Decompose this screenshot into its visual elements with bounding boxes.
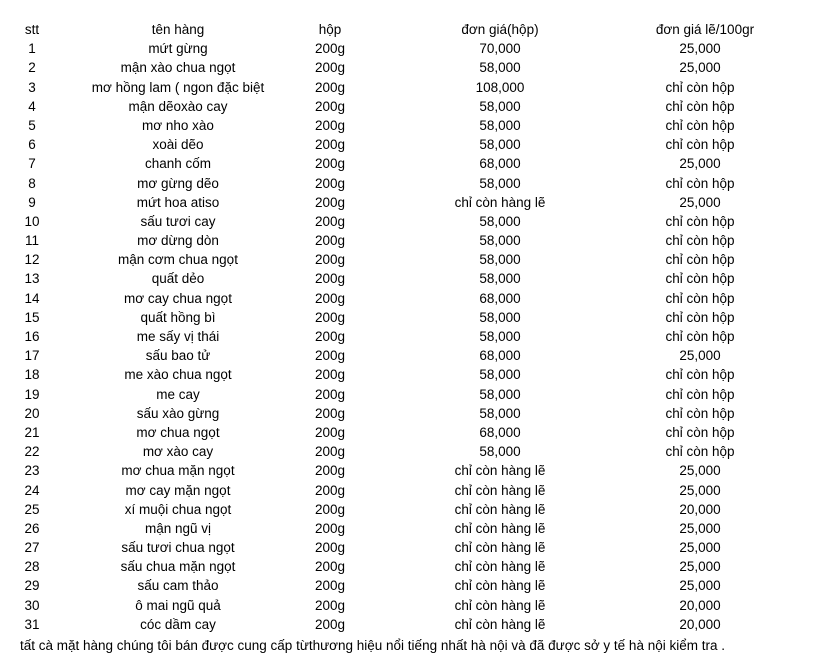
cell-price-loose: chỉ còn hộp	[665, 117, 735, 133]
cell-name: mơ chua ngọt	[136, 424, 220, 440]
cell-box: 200g	[314, 616, 346, 632]
cell-name: mơ cay mặn ngọt	[125, 482, 231, 498]
cell-box: 200g	[314, 424, 346, 440]
cell-box: 200g	[314, 156, 346, 172]
table-row	[0, 116, 832, 135]
cell-name: mơ hồng lam ( ngon đặc biệt	[91, 79, 265, 95]
cell-price-loose: 25,000	[679, 194, 721, 210]
cell-price-loose: 25,000	[679, 60, 721, 76]
cell-price-loose: 25,000	[679, 482, 721, 498]
table-row	[0, 78, 832, 97]
cell-price-box: chỉ còn hàng lẽ	[454, 501, 546, 517]
cell-price-box: 58,000	[479, 175, 521, 191]
cell-price-loose: chỉ còn hộp	[665, 444, 735, 460]
table-row	[0, 500, 832, 519]
cell-box: 200g	[314, 597, 346, 613]
cell-price-box: chỉ còn hàng lẽ	[454, 578, 546, 594]
cell-stt: 30	[24, 597, 40, 613]
cell-price-loose: chỉ còn hộp	[665, 290, 735, 306]
cell-stt: 19	[24, 386, 40, 402]
cell-stt: 11	[24, 233, 39, 249]
cell-name: mận dẽoxào cay	[128, 98, 228, 114]
cell-name: sấu xào gừng	[136, 405, 220, 421]
cell-box: 200g	[314, 444, 346, 460]
cell-price-box: chỉ còn hàng lẽ	[454, 616, 546, 632]
table-row	[0, 135, 832, 154]
cell-name: sấu tươi cay	[140, 213, 216, 229]
table-row	[0, 39, 832, 58]
cell-price-box: 58,000	[479, 252, 521, 268]
cell-price-loose: 25,000	[679, 578, 721, 594]
cell-price-loose: 25,000	[679, 559, 721, 575]
cell-price-box: 108,000	[475, 79, 525, 95]
header-name: tên hàng	[151, 22, 205, 37]
cell-price-loose: 25,000	[679, 463, 721, 479]
cell-price-loose: 25,000	[679, 520, 721, 536]
cell-name: xí muội chua ngọt	[124, 501, 232, 517]
cell-price-box: 58,000	[479, 233, 521, 249]
cell-name: mơ xào cay	[142, 444, 214, 460]
cell-price-loose: chỉ còn hộp	[665, 98, 735, 114]
cell-stt: 22	[24, 444, 40, 460]
cell-box: 200g	[314, 60, 346, 76]
cell-price-box: 68,000	[479, 156, 521, 172]
cell-price-box: chỉ còn hàng lẽ	[454, 597, 546, 613]
cell-name: mơ gừng dẽo	[137, 175, 219, 191]
cell-box: 200g	[314, 463, 346, 479]
cell-price-loose: chỉ còn hộp	[665, 252, 735, 268]
cell-box: 200g	[314, 405, 346, 421]
cell-name: mơ cay chua ngọt	[124, 290, 232, 306]
table-row	[0, 481, 832, 500]
cell-stt: 6	[28, 137, 36, 153]
cell-price-box: 58,000	[479, 329, 521, 344]
cell-price-box: chỉ còn hàng lẽ	[454, 559, 546, 575]
cell-price-loose: chỉ còn hộp	[665, 329, 735, 344]
cell-box: 200g	[314, 309, 346, 325]
table-row	[0, 269, 832, 288]
cell-box: 200g	[314, 578, 346, 594]
cell-name: chanh cốm	[144, 156, 212, 172]
table-row	[0, 212, 832, 231]
cell-name: mứt hoa atiso	[136, 194, 220, 210]
cell-price-loose: chỉ còn hộp	[665, 367, 735, 383]
cell-stt: 5	[28, 117, 36, 133]
cell-box: 200g	[314, 194, 346, 210]
table-row	[0, 538, 832, 557]
cell-price-loose: chỉ còn hộp	[665, 271, 735, 287]
cell-name: me xào chua ngọt	[124, 367, 232, 383]
cell-box: 200g	[314, 213, 346, 229]
cell-stt: 16	[24, 329, 40, 344]
cell-stt: 28	[24, 559, 40, 575]
cell-price-box: chỉ còn hàng lẽ	[454, 482, 546, 498]
cell-box: 200g	[314, 482, 346, 498]
cell-box: 200g	[314, 367, 346, 383]
cell-stt: 15	[24, 309, 40, 325]
cell-stt: 24	[24, 482, 40, 498]
table-row	[0, 519, 832, 538]
cell-price-box: 58,000	[479, 98, 521, 114]
cell-stt: 21	[24, 424, 40, 440]
cell-stt: 14	[24, 290, 40, 306]
cell-stt: 7	[28, 156, 36, 172]
cell-stt: 1	[28, 41, 36, 57]
price-table	[0, 20, 832, 634]
cell-stt: 29	[24, 578, 40, 594]
cell-price-box: 58,000	[479, 367, 521, 383]
table-row	[0, 327, 832, 346]
cell-name: cóc dầm cay	[140, 616, 216, 632]
cell-price-box: chỉ còn hàng lẽ	[454, 520, 546, 536]
cell-price-loose: chỉ còn hộp	[665, 405, 735, 421]
table-row	[0, 442, 832, 461]
cell-price-loose: chỉ còn hộp	[665, 386, 735, 402]
cell-name: xoài dẽo	[152, 137, 204, 153]
table-row	[0, 289, 832, 308]
cell-price-box: 70,000	[479, 41, 521, 57]
cell-name: quất hồng bì	[140, 309, 216, 325]
cell-price-loose: 20,000	[679, 597, 721, 613]
cell-stt: 25	[24, 501, 40, 517]
cell-name: me cay	[156, 386, 200, 402]
table-row	[0, 193, 832, 212]
cell-price-box: 58,000	[479, 60, 521, 76]
table-row	[0, 404, 832, 423]
cell-box: 200g	[314, 79, 346, 95]
table-row	[0, 231, 832, 250]
cell-price-box: chỉ còn hàng lẽ	[454, 194, 546, 210]
cell-stt: 18	[24, 367, 40, 383]
table-body	[0, 39, 832, 634]
cell-box: 200g	[314, 98, 346, 114]
cell-name: mơ chua mặn ngọt	[121, 463, 235, 479]
cell-stt: 26	[24, 520, 40, 536]
cell-box: 200g	[314, 348, 346, 364]
cell-name: sấu bao tử	[145, 348, 211, 364]
cell-price-box: 68,000	[479, 290, 521, 306]
header-price-loose: đơn giá lẽ/100gr	[655, 22, 755, 37]
cell-price-loose: 20,000	[679, 501, 721, 517]
cell-name: sấu tươi chua ngọt	[121, 540, 235, 556]
cell-box: 200g	[314, 329, 346, 344]
table-row	[0, 365, 832, 384]
cell-stt: 23	[24, 463, 40, 479]
cell-box: 200g	[314, 559, 346, 575]
cell-stt: 3	[28, 79, 36, 95]
cell-box: 200g	[314, 252, 346, 268]
cell-stt: 20	[24, 405, 40, 421]
cell-stt: 10	[24, 213, 40, 229]
cell-price-box: 58,000	[479, 386, 521, 402]
cell-price-loose: chỉ còn hộp	[665, 213, 735, 229]
cell-price-loose: chỉ còn hộp	[665, 233, 735, 249]
table-row	[0, 423, 832, 442]
table-row	[0, 596, 832, 615]
cell-stt: 17	[24, 348, 40, 364]
footer-note: tất cà mặt hàng chúng tôi bán được cung cấp từthương hiệu nổi tiếng nhất hà nội và đã được sở y tế hà nội kiểm tra .	[20, 638, 725, 653]
table-row	[0, 174, 832, 193]
cell-price-box: 58,000	[479, 405, 521, 421]
cell-stt: 8	[28, 175, 36, 191]
cell-name: mứt gừng	[148, 41, 208, 57]
header-box: hộp	[318, 22, 342, 37]
cell-box: 200g	[314, 137, 346, 153]
cell-price-loose: 25,000	[679, 348, 721, 364]
cell-box: 200g	[314, 117, 346, 133]
cell-name: mận ngũ vị	[144, 520, 212, 536]
cell-stt: 12	[24, 252, 40, 268]
cell-stt: 9	[28, 194, 36, 210]
cell-name: mận cơm chua ngọt	[118, 252, 238, 268]
cell-price-loose: chỉ còn hộp	[665, 424, 735, 440]
cell-box: 200g	[314, 233, 346, 249]
cell-box: 200g	[314, 501, 346, 517]
cell-price-box: 58,000	[479, 444, 521, 460]
cell-box: 200g	[314, 540, 346, 556]
cell-price-box: 58,000	[479, 137, 521, 153]
header-stt: stt	[24, 22, 40, 37]
table-row	[0, 557, 832, 576]
table-row	[0, 615, 832, 634]
cell-box: 200g	[314, 386, 346, 402]
cell-stt: 4	[28, 98, 36, 114]
cell-price-loose: chỉ còn hộp	[665, 175, 735, 191]
cell-price-box: 68,000	[479, 348, 521, 364]
cell-name: mơ nho xào	[142, 117, 214, 133]
cell-price-box: 58,000	[479, 213, 521, 229]
cell-stt: 13	[24, 271, 40, 287]
cell-stt: 31	[24, 616, 40, 632]
table-row	[0, 97, 832, 116]
cell-price-loose: 25,000	[679, 540, 721, 556]
table-row	[0, 154, 832, 173]
cell-name: quất dẻo	[151, 271, 205, 287]
cell-name: mơ dừng dòn	[137, 233, 219, 249]
cell-price-loose: chỉ còn hộp	[665, 137, 735, 153]
cell-stt: 2	[28, 60, 36, 76]
cell-stt: 27	[24, 540, 40, 556]
table-row	[0, 308, 832, 327]
cell-price-loose: chỉ còn hộp	[665, 309, 735, 325]
cell-box: 200g	[314, 271, 346, 287]
cell-name: sấu cam thảo	[137, 578, 219, 594]
cell-box: 200g	[314, 175, 346, 191]
cell-box: 200g	[314, 520, 346, 536]
table-row	[0, 461, 832, 480]
cell-name: ô mai ngũ quả	[135, 597, 221, 613]
cell-price-loose: 25,000	[679, 41, 721, 57]
cell-name: sấu chua mặn ngọt	[120, 559, 236, 575]
table-row	[0, 250, 832, 269]
cell-price-box: 58,000	[479, 271, 521, 287]
cell-price-box: 68,000	[479, 424, 521, 440]
cell-name: mận xào chua ngọt	[120, 60, 236, 76]
table-row	[0, 346, 832, 365]
table-header-row	[0, 20, 832, 39]
cell-price-box: 58,000	[479, 309, 521, 325]
cell-price-loose: 20,000	[679, 616, 721, 632]
table-row	[0, 385, 832, 404]
cell-price-box: 58,000	[479, 117, 521, 133]
cell-price-box: chỉ còn hàng lẽ	[454, 540, 546, 556]
cell-price-loose: 25,000	[679, 156, 721, 172]
cell-box: 200g	[314, 290, 346, 306]
cell-box: 200g	[314, 41, 346, 57]
cell-price-box: chỉ còn hàng lẽ	[454, 463, 546, 479]
cell-price-loose: chỉ còn hộp	[665, 79, 735, 95]
table-row	[0, 576, 832, 595]
header-price-box: đơn giá(hộp)	[461, 22, 539, 37]
table-row	[0, 58, 832, 77]
cell-name: me sấy vị thái	[136, 329, 220, 344]
